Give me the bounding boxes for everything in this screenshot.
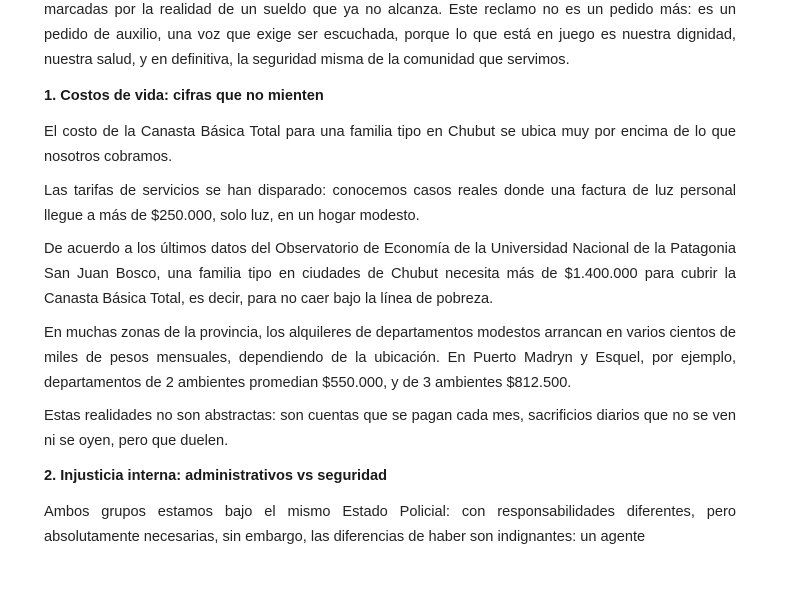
paragraph-realidades: Estas realidades no son abstractas: son cuentas que se pagan cada mes, sacrificios diarios que no se ven ni se oyen, pero que duelen. (44, 408, 736, 449)
document-body (44, 0, 736, 559)
paragraph-observatorio-economia: De acuerdo a los últimos datos del Observatorio de Economía de la Universidad Nacional de la Patagonia San Juan Bosco, una familia tipo en ciudades de Chubut necesita más de $1.400.000 para cubrir la Canasta Básica Total, es decir, para no caer bajo la línea de pobreza. (44, 241, 736, 307)
paragraph-estado-policial: Ambos grupos estamos bajo el mismo Estado Policial: con responsabilidades diferentes, pero absolutamente necesarias, sin embargo, las diferencias de haber son indignantes: un agente (44, 504, 736, 545)
intro-paragraph: marcadas por la realidad de un sueldo que ya no alcanza. Este reclamo no es un pedido más: es un pedido de auxilio, una voz que exige ser escuchada, porque lo que está en juego es nuestra dignidad, nuestra salud, y en definitiva, la seguridad misma de la comunidad que servimos. (44, 2, 736, 68)
paragraph-canasta-basica: El costo de la Canasta Básica Total para una familia tipo en Chubut se ubica muy por encima de lo que nosotros cobramos. (44, 124, 736, 165)
section-heading-costos-de-vida: 1. Costos de vida: cifras que no mienten (44, 88, 324, 104)
paragraph-alquileres: En muchas zonas de la provincia, los alquileres de departamentos modestos arrancan en varios cientos de miles de pesos mensuales, dependiendo de la ubicación. En Puerto Madryn y Esquel, por ejemplo, departamentos de 2 ambientes promedian $550.000, y de 3 ambientes $812.500. (44, 324, 736, 391)
section-heading-injusticia-interna: 2. Injusticia interna: administrativos vs seguridad (44, 468, 388, 484)
paragraph-tarifas-servicios: Las tarifas de servicios se han disparado: conocemos casos reales donde una factura de luz personal llegue a más de $250.000, solo luz, en un hogar modesto. (44, 182, 736, 224)
